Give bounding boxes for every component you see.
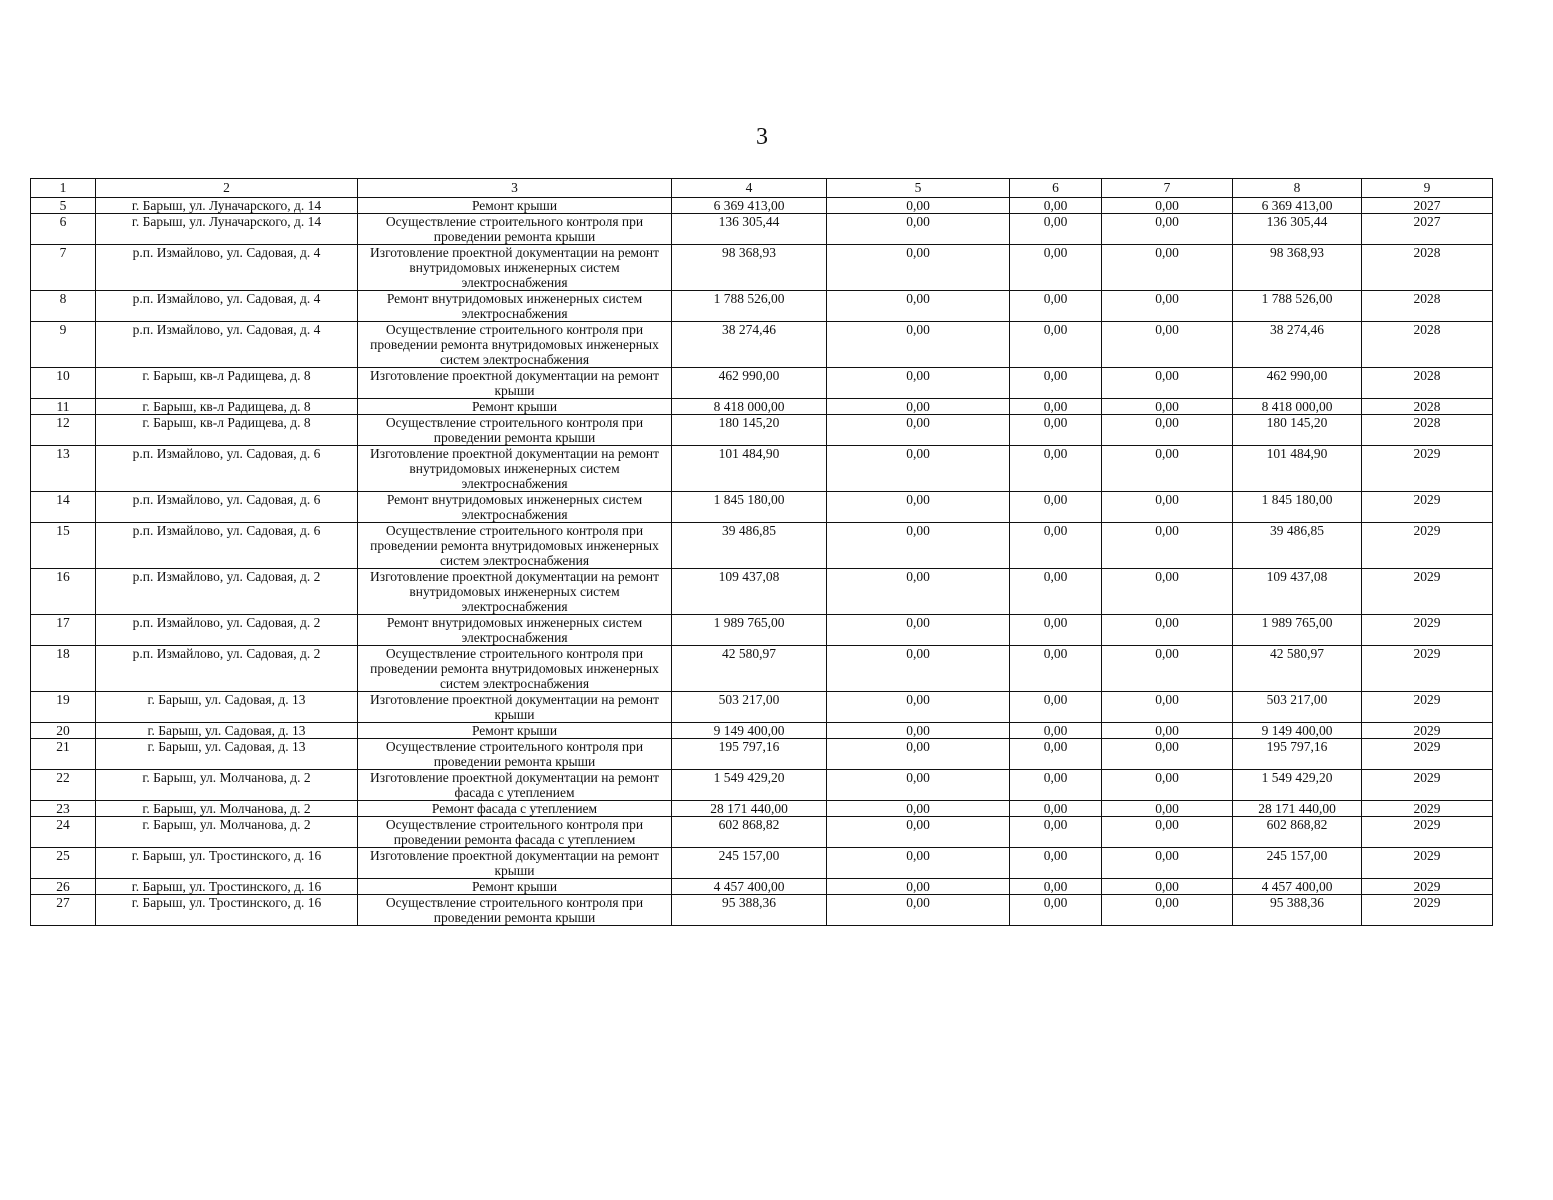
cost-col7-cell: 0,00 [1102,569,1233,615]
year-cell: 2028 [1362,245,1493,291]
cost-col6-cell: 0,00 [1010,322,1102,368]
table-body [31,179,1493,926]
address-cell: г. Барыш, ул. Тростинского, д. 16 [96,895,358,926]
year-cell: 2029 [1362,615,1493,646]
year-cell: 2028 [1362,399,1493,415]
work-type-cell: Осуществление строительного контроля при проведении ремонта фасада с утеплением [358,817,672,848]
cost-col6-cell: 0,00 [1010,399,1102,415]
address-cell: р.п. Измайлово, ул. Садовая, д. 4 [96,245,358,291]
table-row [31,523,1493,569]
row-number-cell: 6 [31,214,96,245]
work-type-cell: Осуществление строительного контроля при проведении ремонта крыши [358,214,672,245]
row-number-cell: 7 [31,245,96,291]
cost-col8-cell: 101 484,90 [1233,446,1362,492]
cost-total-cell: 9 149 400,00 [672,723,827,739]
cost-col8-cell: 109 437,08 [1233,569,1362,615]
work-type-cell: Изготовление проектной документации на ремонт крыши [358,848,672,879]
work-type-cell: Ремонт внутридомовых инженерных систем электроснабжения [358,615,672,646]
cost-col7-cell: 0,00 [1102,245,1233,291]
cost-col6-cell: 0,00 [1010,291,1102,322]
table-row [31,646,1493,692]
cost-col7-cell: 0,00 [1102,523,1233,569]
work-type-cell: Изготовление проектной документации на ремонт фасада с утеплением [358,770,672,801]
work-type-cell: Изготовление проектной документации на ремонт крыши [358,692,672,723]
cost-col5-cell: 0,00 [827,848,1010,879]
row-number-cell: 8 [31,291,96,322]
table-row [31,801,1493,817]
address-cell: г. Барыш, кв-л Радищева, д. 8 [96,415,358,446]
cost-col5-cell: 0,00 [827,446,1010,492]
cost-col5-cell: 0,00 [827,879,1010,895]
page-number: 3 [756,124,768,150]
address-cell: г. Барыш, ул. Молчанова, д. 2 [96,801,358,817]
row-number-cell: 14 [31,492,96,523]
cost-col8-cell: 245 157,00 [1233,848,1362,879]
cost-total-cell: 195 797,16 [672,739,827,770]
row-number-cell: 26 [31,879,96,895]
cost-col7-cell: 0,00 [1102,399,1233,415]
cost-col8-cell: 602 868,82 [1233,817,1362,848]
work-type-cell: Изготовление проектной документации на ремонт внутридомовых инженерных систем электроснабжения [358,446,672,492]
address-cell: г. Барыш, кв-л Радищева, д. 8 [96,399,358,415]
cost-col8-cell: 136 305,44 [1233,214,1362,245]
address-cell: г. Барыш, ул. Луначарского, д. 14 [96,214,358,245]
cost-total-cell: 101 484,90 [672,446,827,492]
cost-col5-cell: 0,00 [827,739,1010,770]
cost-col8-cell: 39 486,85 [1233,523,1362,569]
table-row [31,879,1493,895]
work-type-cell: Ремонт внутридомовых инженерных систем электроснабжения [358,492,672,523]
cost-total-cell: 1 845 180,00 [672,492,827,523]
column-number: 8 [1233,179,1362,198]
cost-col6-cell: 0,00 [1010,692,1102,723]
cost-col8-cell: 462 990,00 [1233,368,1362,399]
work-type-cell: Осуществление строительного контроля при проведении ремонта крыши [358,415,672,446]
column-number: 9 [1362,179,1493,198]
column-number: 5 [827,179,1010,198]
address-cell: г. Барыш, ул. Луначарского, д. 14 [96,198,358,214]
cost-total-cell: 6 369 413,00 [672,198,827,214]
cost-col7-cell: 0,00 [1102,322,1233,368]
address-cell: г. Барыш, ул. Садовая, д. 13 [96,692,358,723]
cost-col5-cell: 0,00 [827,214,1010,245]
table-row [31,291,1493,322]
cost-col5-cell: 0,00 [827,368,1010,399]
works-table [30,178,1493,926]
table-row [31,245,1493,291]
work-type-cell: Ремонт фасада с утеплением [358,801,672,817]
cost-col7-cell: 0,00 [1102,801,1233,817]
cost-col5-cell: 0,00 [827,492,1010,523]
header-row [31,179,1493,198]
row-number-cell: 24 [31,817,96,848]
table-row [31,399,1493,415]
table-row [31,446,1493,492]
table-row [31,368,1493,399]
year-cell: 2029 [1362,692,1493,723]
cost-col6-cell: 0,00 [1010,646,1102,692]
cost-col8-cell: 1 989 765,00 [1233,615,1362,646]
table-row [31,739,1493,770]
cost-total-cell: 602 868,82 [672,817,827,848]
cost-col7-cell: 0,00 [1102,646,1233,692]
cost-total-cell: 180 145,20 [672,415,827,446]
year-cell: 2029 [1362,646,1493,692]
table-row [31,214,1493,245]
work-type-cell: Ремонт крыши [358,399,672,415]
cost-col8-cell: 9 149 400,00 [1233,723,1362,739]
work-type-cell: Ремонт крыши [358,198,672,214]
cost-col7-cell: 0,00 [1102,817,1233,848]
address-cell: г. Барыш, ул. Тростинского, д. 16 [96,879,358,895]
row-number-cell: 9 [31,322,96,368]
cost-col7-cell: 0,00 [1102,848,1233,879]
cost-col7-cell: 0,00 [1102,214,1233,245]
work-type-cell: Ремонт крыши [358,723,672,739]
cost-col5-cell: 0,00 [827,770,1010,801]
cost-col5-cell: 0,00 [827,569,1010,615]
row-number-cell: 5 [31,198,96,214]
cost-col7-cell: 0,00 [1102,368,1233,399]
cost-total-cell: 109 437,08 [672,569,827,615]
year-cell: 2029 [1362,817,1493,848]
cost-col5-cell: 0,00 [827,801,1010,817]
work-type-cell: Осуществление строительного контроля при проведении ремонта крыши [358,895,672,926]
cost-col5-cell: 0,00 [827,817,1010,848]
address-cell: г. Барыш, ул. Молчанова, д. 2 [96,770,358,801]
year-cell: 2029 [1362,895,1493,926]
address-cell: р.п. Измайлово, ул. Садовая, д. 4 [96,322,358,368]
row-number-cell: 18 [31,646,96,692]
cost-col7-cell: 0,00 [1102,739,1233,770]
cost-total-cell: 136 305,44 [672,214,827,245]
row-number-cell: 17 [31,615,96,646]
cost-col8-cell: 95 388,36 [1233,895,1362,926]
work-type-cell: Осуществление строительного контроля при проведении ремонта внутридомовых инженерных систем электроснабжения [358,523,672,569]
column-number: 7 [1102,179,1233,198]
cost-col6-cell: 0,00 [1010,879,1102,895]
cost-col7-cell: 0,00 [1102,492,1233,523]
table-row [31,848,1493,879]
table-row [31,322,1493,368]
year-cell: 2029 [1362,492,1493,523]
row-number-cell: 23 [31,801,96,817]
table-row [31,615,1493,646]
row-number-cell: 22 [31,770,96,801]
cost-col8-cell: 6 369 413,00 [1233,198,1362,214]
cost-col7-cell: 0,00 [1102,615,1233,646]
cost-col5-cell: 0,00 [827,723,1010,739]
cost-col6-cell: 0,00 [1010,446,1102,492]
table-row [31,895,1493,926]
cost-col8-cell: 503 217,00 [1233,692,1362,723]
table-row [31,569,1493,615]
cost-col5-cell: 0,00 [827,245,1010,291]
cost-col8-cell: 1 845 180,00 [1233,492,1362,523]
cost-col8-cell: 1 549 429,20 [1233,770,1362,801]
row-number-cell: 13 [31,446,96,492]
row-number-cell: 15 [31,523,96,569]
row-number-cell: 12 [31,415,96,446]
work-type-cell: Осуществление строительного контроля при проведении ремонта внутридомовых инженерных систем электроснабжения [358,322,672,368]
year-cell: 2029 [1362,446,1493,492]
cost-col6-cell: 0,00 [1010,492,1102,523]
cost-col8-cell: 98 368,93 [1233,245,1362,291]
cost-col6-cell: 0,00 [1010,615,1102,646]
table-row [31,723,1493,739]
year-cell: 2028 [1362,415,1493,446]
address-cell: г. Барыш, ул. Молчанова, д. 2 [96,817,358,848]
address-cell: р.п. Измайлово, ул. Садовая, д. 6 [96,492,358,523]
year-cell: 2029 [1362,770,1493,801]
column-number: 6 [1010,179,1102,198]
row-number-cell: 19 [31,692,96,723]
year-cell: 2028 [1362,291,1493,322]
cost-col5-cell: 0,00 [827,692,1010,723]
cost-col8-cell: 1 788 526,00 [1233,291,1362,322]
cost-col7-cell: 0,00 [1102,446,1233,492]
address-cell: г. Барыш, ул. Садовая, д. 13 [96,739,358,770]
cost-col8-cell: 42 580,97 [1233,646,1362,692]
row-number-cell: 21 [31,739,96,770]
cost-total-cell: 4 457 400,00 [672,879,827,895]
cost-total-cell: 28 171 440,00 [672,801,827,817]
cost-col6-cell: 0,00 [1010,817,1102,848]
work-type-cell: Осуществление строительного контроля при проведении ремонта крыши [358,739,672,770]
year-cell: 2027 [1362,198,1493,214]
cost-total-cell: 38 274,46 [672,322,827,368]
cost-col5-cell: 0,00 [827,523,1010,569]
address-cell: р.п. Измайлово, ул. Садовая, д. 6 [96,446,358,492]
cost-col6-cell: 0,00 [1010,214,1102,245]
row-number-cell: 16 [31,569,96,615]
row-number-cell: 27 [31,895,96,926]
cost-col6-cell: 0,00 [1010,770,1102,801]
cost-col5-cell: 0,00 [827,615,1010,646]
address-cell: г. Барыш, кв-л Радищева, д. 8 [96,368,358,399]
cost-col5-cell: 0,00 [827,399,1010,415]
table-row [31,817,1493,848]
column-number: 2 [96,179,358,198]
address-cell: г. Барыш, ул. Тростинского, д. 16 [96,848,358,879]
cost-total-cell: 8 418 000,00 [672,399,827,415]
cost-col7-cell: 0,00 [1102,291,1233,322]
cost-col8-cell: 4 457 400,00 [1233,879,1362,895]
year-cell: 2027 [1362,214,1493,245]
address-cell: г. Барыш, ул. Садовая, д. 13 [96,723,358,739]
address-cell: р.п. Измайлово, ул. Садовая, д. 2 [96,615,358,646]
cost-total-cell: 245 157,00 [672,848,827,879]
cost-col5-cell: 0,00 [827,291,1010,322]
table-row [31,692,1493,723]
cost-total-cell: 42 580,97 [672,646,827,692]
cost-col7-cell: 0,00 [1102,198,1233,214]
cost-col5-cell: 0,00 [827,895,1010,926]
cost-col5-cell: 0,00 [827,322,1010,368]
year-cell: 2028 [1362,368,1493,399]
cost-col8-cell: 195 797,16 [1233,739,1362,770]
table-row [31,770,1493,801]
row-number-cell: 20 [31,723,96,739]
year-cell: 2029 [1362,569,1493,615]
address-cell: р.п. Измайлово, ул. Садовая, д. 4 [96,291,358,322]
column-number: 1 [31,179,96,198]
year-cell: 2029 [1362,723,1493,739]
cost-col6-cell: 0,00 [1010,723,1102,739]
cost-total-cell: 503 217,00 [672,692,827,723]
cost-col6-cell: 0,00 [1010,739,1102,770]
cost-col7-cell: 0,00 [1102,723,1233,739]
table-row [31,415,1493,446]
work-type-cell: Изготовление проектной документации на ремонт крыши [358,368,672,399]
year-cell: 2029 [1362,739,1493,770]
cost-col6-cell: 0,00 [1010,569,1102,615]
cost-col8-cell: 8 418 000,00 [1233,399,1362,415]
cost-col8-cell: 180 145,20 [1233,415,1362,446]
cost-col5-cell: 0,00 [827,198,1010,214]
year-cell: 2029 [1362,523,1493,569]
cost-col6-cell: 0,00 [1010,523,1102,569]
cost-total-cell: 98 368,93 [672,245,827,291]
cost-total-cell: 1 549 429,20 [672,770,827,801]
table-row [31,198,1493,214]
cost-col6-cell: 0,00 [1010,198,1102,214]
column-number: 3 [358,179,672,198]
cost-col6-cell: 0,00 [1010,415,1102,446]
cost-col6-cell: 0,00 [1010,245,1102,291]
work-type-cell: Осуществление строительного контроля при проведении ремонта внутридомовых инженерных систем электроснабжения [358,646,672,692]
work-type-cell: Ремонт внутридомовых инженерных систем электроснабжения [358,291,672,322]
cost-col7-cell: 0,00 [1102,770,1233,801]
work-type-cell: Ремонт крыши [358,879,672,895]
cost-total-cell: 39 486,85 [672,523,827,569]
work-type-cell: Изготовление проектной документации на ремонт внутридомовых инженерных систем электроснабжения [358,245,672,291]
cost-col5-cell: 0,00 [827,415,1010,446]
cost-col7-cell: 0,00 [1102,692,1233,723]
row-number-cell: 25 [31,848,96,879]
address-cell: р.п. Измайлово, ул. Садовая, д. 2 [96,569,358,615]
cost-total-cell: 1 989 765,00 [672,615,827,646]
year-cell: 2029 [1362,801,1493,817]
cost-col6-cell: 0,00 [1010,801,1102,817]
table-row [31,492,1493,523]
column-number: 4 [672,179,827,198]
year-cell: 2029 [1362,848,1493,879]
cost-col7-cell: 0,00 [1102,895,1233,926]
cost-col6-cell: 0,00 [1010,368,1102,399]
cost-total-cell: 1 788 526,00 [672,291,827,322]
address-cell: р.п. Измайлово, ул. Садовая, д. 2 [96,646,358,692]
cost-col7-cell: 0,00 [1102,879,1233,895]
cost-col7-cell: 0,00 [1102,415,1233,446]
year-cell: 2028 [1362,322,1493,368]
cost-col8-cell: 28 171 440,00 [1233,801,1362,817]
work-type-cell: Изготовление проектной документации на ремонт внутридомовых инженерных систем электроснабжения [358,569,672,615]
row-number-cell: 10 [31,368,96,399]
cost-col8-cell: 38 274,46 [1233,322,1362,368]
year-cell: 2029 [1362,879,1493,895]
cost-col6-cell: 0,00 [1010,895,1102,926]
cost-col6-cell: 0,00 [1010,848,1102,879]
cost-total-cell: 95 388,36 [672,895,827,926]
address-cell: р.п. Измайлово, ул. Садовая, д. 6 [96,523,358,569]
cost-col5-cell: 0,00 [827,646,1010,692]
row-number-cell: 11 [31,399,96,415]
cost-total-cell: 462 990,00 [672,368,827,399]
